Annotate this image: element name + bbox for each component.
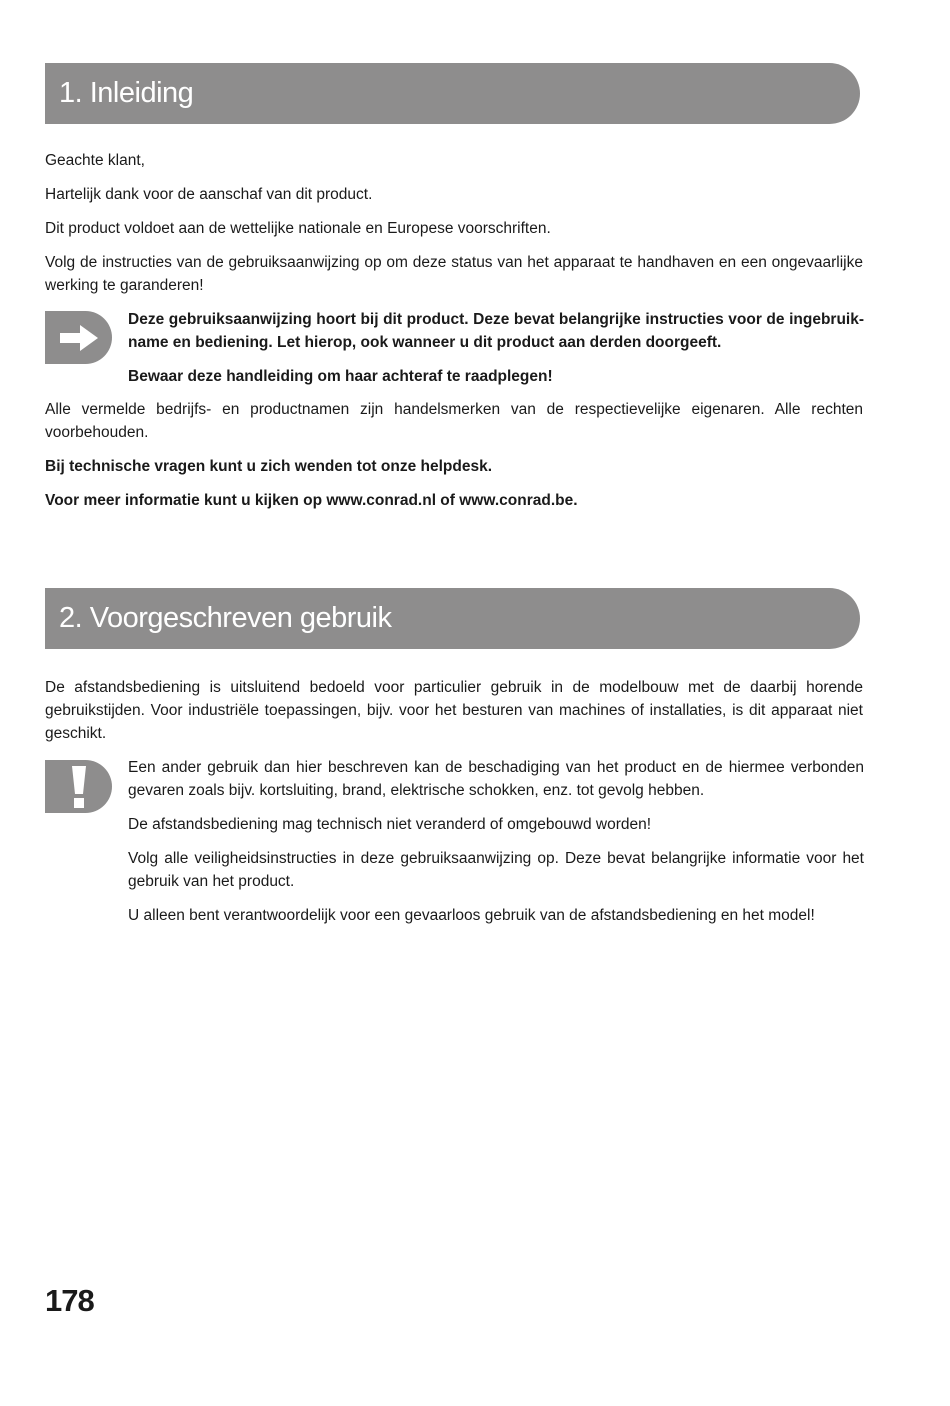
page-number: 178 <box>45 1283 94 1318</box>
paragraph-instructions: Volg de instructies van de gebruiksaanwijzing op om deze status van het apparaat te handhaven en een ongevaarlijke werking te garanderen! <box>45 254 863 294</box>
paragraph-more-info: Voor meer informatie kunt u kijken op www.conrad.nl of www.conrad.be. <box>45 492 578 509</box>
note-manual: Deze gebruiksaanwijzing hoort bij dit product. Deze bevat belangrijke instructies voor de ingebruik-name en bediening. Let hierop, ook wanneer u dit product aan derden doorgeeft. <box>128 311 864 351</box>
section-header-gebruik <box>45 588 860 649</box>
paragraph-compliance: Dit product voldoet aan de wettelijke nationale en Europese voorschriften. <box>45 220 551 237</box>
greeting: Geachte klant, <box>45 152 145 169</box>
arrow-right-icon <box>45 311 112 364</box>
paragraph-intended-use: De afstandsbediening is uitsluitend bedoeld voor particulier gebruik in de modelbouw met de daarbij horende gebruikstijden. Voor industriële toepassingen, bijv. voor het besturen van machines of installaties, is dit apparaat niet geschikt. <box>45 679 863 742</box>
warning-safety-instructions: Volg alle veiligheidsinstructies in deze gebruiksaanwijzing op. Deze bevat belangrijke informatie voor het gebruik van het product. <box>128 850 864 890</box>
paragraph-trademarks: Alle vermelde bedrijfs- en productnamen zijn handelsmerken van de respectievelijke eigenaren. Alle rechten voorbehouden. <box>45 401 863 441</box>
section-header-inleiding <box>45 63 860 124</box>
section-title: 2. Voorgeschreven gebruik <box>59 602 392 634</box>
exclamation-icon <box>45 760 112 813</box>
paragraph-helpdesk: Bij technische vragen kunt u zich wenden tot onze helpdesk. <box>45 458 492 475</box>
warning-misuse: Een ander gebruik dan hier beschreven kan de beschadiging van het product en de hiermee verbonden gevaren zoals bijv. kortsluiting, brand, elektrische schokken, enz. tot gevolg hebben. <box>128 759 864 799</box>
section-title: 1. Inleiding <box>59 77 194 109</box>
warning-responsibility: U alleen bent verantwoordelijk voor een gevaarloos gebruik van de afstandsbediening en het model! <box>128 907 815 924</box>
warning-no-modification: De afstandsbediening mag technisch niet veranderd of omgebouwd worden! <box>128 816 652 833</box>
paragraph-thanks: Hartelijk dank voor de aanschaf van dit product. <box>45 186 373 203</box>
note-keep-manual: Bewaar deze handleiding om haar achteraf te raadplegen! <box>128 368 553 385</box>
